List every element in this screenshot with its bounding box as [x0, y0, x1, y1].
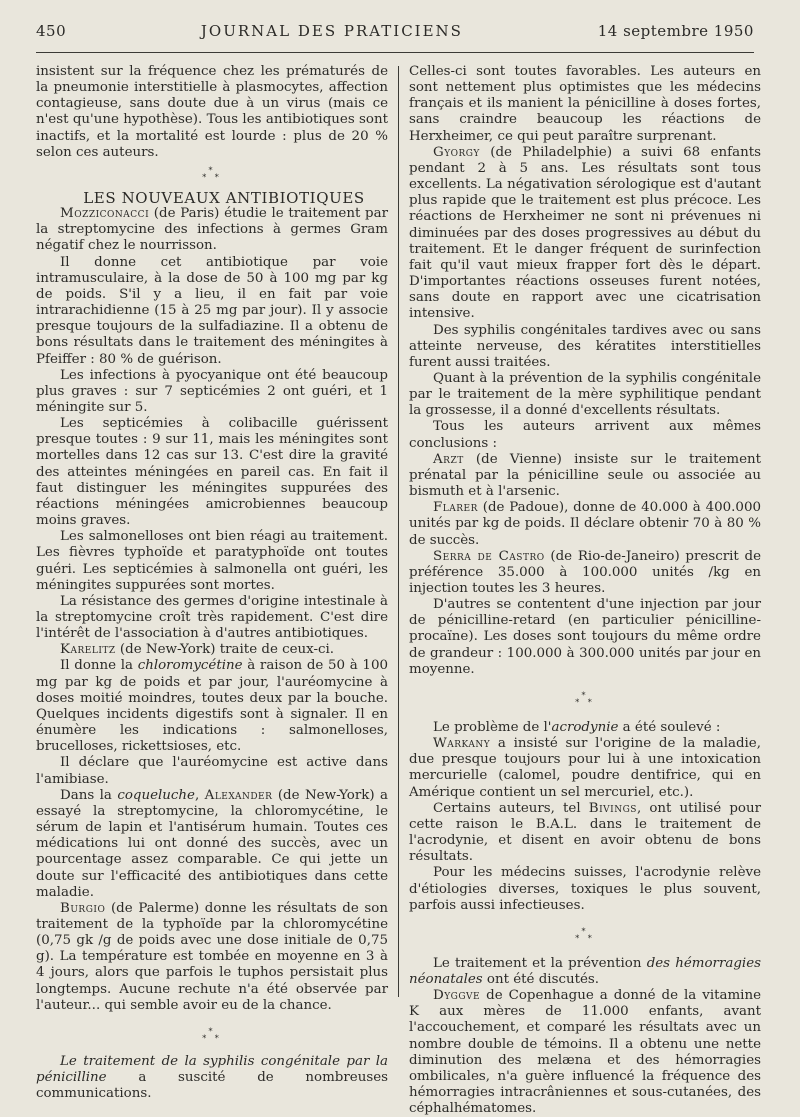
paragraph: Le traitement et la prévention des hémorragies néonatales ont été discutés. — [409, 955, 761, 987]
paragraph: Il donne la chloromycétine à raison de 50 à 100 mg par kg de poids et par jour, l'auréomycine à doses moitié moindres, toutes deux par la bouche. Quelques incidents digestifs sont à signaler. Il en énumère les indications : salmonelloses, brucelloses, rickettsioses, etc. — [36, 658, 388, 755]
author-name: Warkany — [433, 736, 491, 752]
paragraph: Certains auteurs, tel Bivings, ont utilisé pour cette raison le B.A.L. dans le traitement de l'acrodynie, et disent en avoir obtenu de bons résultats. — [409, 800, 762, 865]
paragraph: Warkany a insisté sur l'origine de la maladie, due presque toujours pour lui à une intoxication mercurielle (calomel, poudre dentifrice, qui en Amérique contient un sel mercuriel, etc.). — [409, 736, 761, 800]
paragraph: La résistance des germes d'origine intestinale à la streptomycine croît très rapidement. C'est dire l'intérêt de l'association à d'autres antibiotiques. — [36, 593, 388, 642]
paragraph: Dyggve de Copenhague a donné de la vitamine K aux mères de 11.000 enfants, avant l'accouchement, et comparé les résultats avec un nombre double de témoins. Il a obtenu une nette diminution des melæna et des hémorragies ombilicales, n'a guère influencé la fréquence des hémorragies intracrâniennes et sous-cutanées, des céphalhématomes. — [409, 988, 761, 1117]
author-name: Flarer — [433, 500, 478, 516]
paragraph: Burgio (de Palerme) donne les résultats de son traitement de la typhoïde par la chloromycétine (0,75 gk /g de poids avec une dose initiale de 0,75 g). La température est tombée en moyenne en 3 à 4 jours, alors que parfois le tuphos persistait plus longtemps. Aucune rechute n'a été observée par l'auteur... qui semble avoir eu de la chance. — [36, 900, 388, 1013]
left-column — [36, 64, 388, 1102]
section-separator: * * * — [575, 690, 595, 707]
section-separator: * * * — [575, 926, 595, 943]
paragraph: insistent sur la fréquence chez les prématurés de la pneumonie interstitielle à plasmocytes, affection contagieuse, sans doute due à un virus (mais ce n'est qu'une hypothèse). Tous les antibiotiques sont inactifs, et la mortalité est lourde : plus de 20 % selon ces auteurs. — [36, 64, 388, 160]
paragraph: Le traitement de la syphilis congénitale par la pénicilline a suscité de nombreuses communications. — [36, 1053, 388, 1102]
column-divider — [398, 66, 399, 997]
paragraph: Les septicémies à colibacille guérissent presque toutes : 9 sur 11, mais les méningites sont mortelles dans 12 cas sur 13. C'est dire la gravité des atteintes méningées en pareil cas. En fait il faut distinguer les méningites suppurées des réactions méningées amicrobiennes beaucoup moins graves. — [36, 416, 388, 529]
page-header — [36, 22, 754, 44]
right-column — [409, 64, 761, 1117]
journal-title: JOURNAL DES PRATICIENS — [200, 22, 463, 40]
section-title: LES NOUVEAUX ANTIBIOTIQUES — [83, 188, 365, 207]
paragraph: Gyorgy (de Philadelphie) a suivi 68 enfants pendant 2 à 5 ans. Les résultats sont tous excellents. La négativation sérologique est d'autant plus rapide que le traitement est plus précoce. Les réactions de Herxheimer ne sont ni prévenues ni diminuées par des doses progressives au début du traitement. Et le danger fréquent de surinfection fait qu'il vaut mieux frapper fort dès le départ. D'importantes réactions osseuses furent notées, sans doute en rapport avec une cicatrisation intensive. — [409, 144, 761, 322]
paragraph: Pour les médecins suisses, l'acrodynie relève d'étiologies diverses, toxiques le plus souvent, parfois aussi infectieuses. — [409, 865, 761, 913]
page-number: 450 — [36, 22, 67, 40]
paragraph: Les salmonelloses ont bien réagi au traitement. Les fièvres typhoïde et paratyphoïde ont toutes guéri. Les septicémies à salmonella ont guéri, les méningites suppurées sont mortes. — [36, 529, 388, 593]
paragraph: Des syphilis congénitales tardives avec ou sans atteinte nerveuse, des kératites interstitielles furent aussi traitées. — [409, 322, 761, 370]
paragraph: Le problème de l'acrodynie a été soulevé : — [433, 719, 721, 735]
paragraph: D'autres se contentent d'une injection par jour de pénicilline-retard (en particulier pénicilline-procaïne). Les doses sont toujours du même ordre de grandeur : 100.000 à 300.000 unités par jour en moyenne. — [409, 597, 761, 677]
author-name: Bivings — [588, 800, 637, 816]
author-name: Burgio — [60, 900, 106, 916]
author-name: Dyggve — [433, 988, 481, 1004]
paragraph: Tous les auteurs arrivent aux mêmes conclusions : — [409, 419, 761, 451]
paragraph: Arzt (de Vienne) insiste sur le traitement prénatal par la pénicilline seule ou associée au bismuth et à l'arsenic. — [409, 451, 761, 500]
section-separator: * * * — [202, 165, 222, 182]
author-name: Gyorgy — [433, 144, 480, 160]
author-name: Alexander — [204, 787, 273, 803]
paragraph: Il déclare que l'auréomycine est active dans l'amibiase. — [36, 755, 388, 787]
paragraph: Il donne cet antibiotique par voie intramusculaire, à la dose de 50 à 100 mg par kg de poids. S'il y a lieu, il en fait par voie intrarachidienne (15 à 25 mg par jour). Il y associe presque toujours de la sulfadiazine. Il a obtenu de bons résultats dans le traitement des méningites à Pfeiffer : 80 % de guérison. — [36, 254, 388, 367]
issue-date: 14 septembre 1950 — [597, 22, 754, 40]
paragraph: Dans la coqueluche, Alexander (de New-York) a essayé la streptomycine, la chloromycétine, le sérum de lapin et l'antisérum humain. Toutes ces médications lui ont donné des succès, avec un pourcentage assez comparable. Ce qui jette un doute sur l'efficacité des antibiotiques dans cette maladie. — [36, 787, 389, 900]
paragraph: Celles-ci sont toutes favorables. Les auteurs en sont nettement plus optimistes que les médecins français et ils manient la pénicilline à doses fortes, sans craindre beaucoup les réactions de Herxheimer, ce qui peut paraître surprenant. — [409, 64, 761, 144]
paragraph: Serra de Castro (de Rio-de-Janeiro) prescrit de préférence 35.000 à 100.000 unités /kg en injection toutes les 3 heures. — [409, 548, 761, 596]
section-separator: * * * — [202, 1026, 222, 1043]
author-name: Arzt — [433, 451, 464, 467]
paragraph: Mozziconacci (de Paris) étudie le traitement par la streptomycine des infections à germes Gram négatif chez le nourrisson. — [36, 206, 388, 254]
author-name: Karelitz — [60, 642, 116, 658]
paragraph: Quant à la prévention de la syphilis congénitale par le traitement de la mère syphilitique pendant la grossesse, il a donné d'excellents résultats. — [409, 370, 761, 419]
header-rule — [36, 52, 754, 53]
paragraph: Les infections à pyocyanique ont été beaucoup plus graves : sur 7 septicémies 2 ont guéri, et 1 méningite sur 5. — [36, 367, 388, 415]
author-name: Mozziconacci — [60, 206, 150, 222]
author-name: Serra de Castro — [433, 548, 545, 564]
paragraph: Flarer (de Padoue), donne de 40.000 à 400.000 unités par kg de poids. Il déclare obtenir 70 à 80 % de succès. — [409, 500, 761, 548]
paragraph: Karelitz (de New-York) traite de ceux-ci. — [60, 642, 335, 658]
